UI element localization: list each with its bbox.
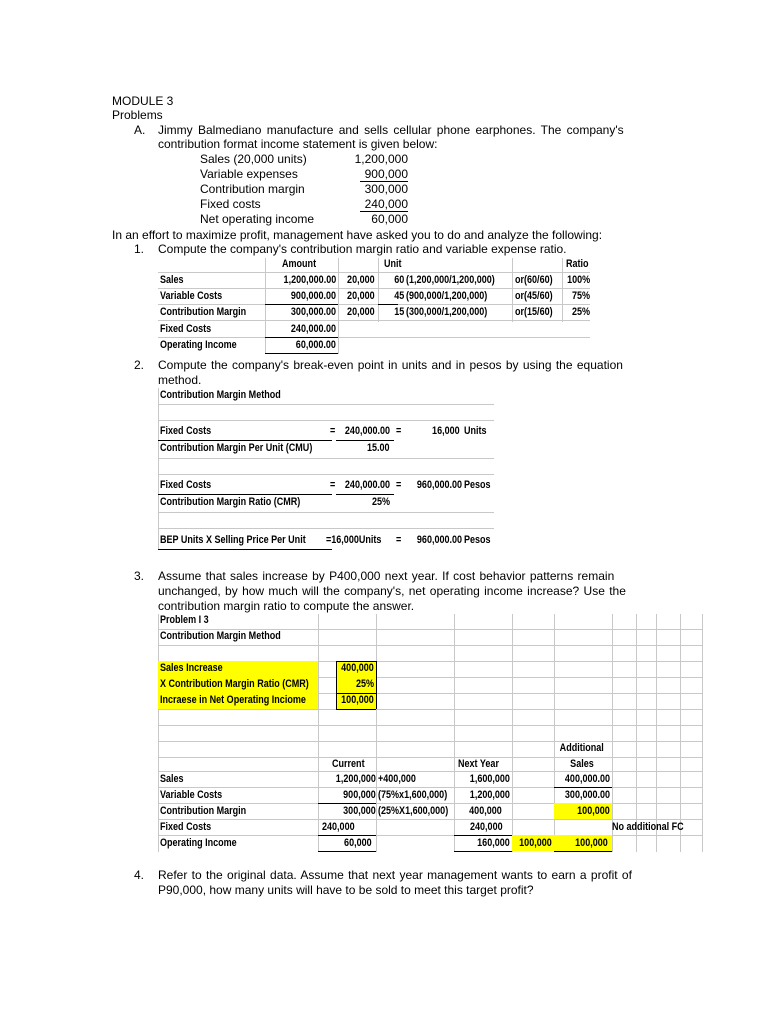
fixed-costs-value: 240,000.00 [344, 479, 390, 491]
module-title: MODULE 3 [112, 94, 174, 108]
pesos-label: Pesos [464, 534, 491, 546]
table-row-current: 240,000 [322, 821, 355, 833]
table-row-label: Fixed Costs [160, 821, 212, 833]
q4-text-line2: P90,000, how many units will have to be sold to meet this target profit? [158, 883, 534, 897]
table-row-next: 160,000 [477, 837, 510, 849]
row-or: or(15/60) [515, 306, 553, 318]
statement-value: 1,200,000 [354, 152, 408, 166]
row-or: or(60/60) [515, 274, 553, 286]
statement-value: 900,000 [360, 167, 408, 182]
bep-check-result: 960,000.00 [416, 534, 462, 546]
pesos-label: Pesos [464, 479, 491, 491]
table-row-note: +400,000 [378, 773, 416, 785]
row-amount: 60,000.00 [295, 339, 336, 351]
row-calc: (900,000/1,200,000) [406, 290, 488, 302]
row-amount: 300,000.00 [290, 306, 336, 318]
problem-text-line1: Jimmy Balmediano manufacture and sells cellular phone earphones. The company's [158, 123, 624, 137]
row-label: Fixed Costs [160, 323, 212, 335]
method-title: Contribution Margin Method [160, 630, 281, 642]
calc-label: X Contribution Margin Ratio (CMR) [160, 678, 309, 690]
row-amount: 900,000.00 [290, 290, 336, 302]
calc-label: Sales Increase [160, 662, 223, 674]
table-row-next: 1,200,000 [469, 789, 510, 801]
calc-value: 25% [355, 678, 374, 690]
row-ratio: 100% [566, 274, 590, 286]
row-label: Variable Costs [160, 290, 223, 302]
table-row-current: 300,000 [343, 805, 376, 817]
statement-value: 300,000 [364, 182, 408, 196]
table-row-additional: 300,000.00 [564, 789, 610, 801]
row-amount: 1,200,000.00 [283, 274, 336, 286]
q3-text-line2: unchanged, by how much will the company's, net operating income increase? Use the [158, 584, 626, 598]
problem-text-line2: contribution format income statement is given below: [158, 137, 438, 151]
calc-value: 400,000 [341, 662, 374, 674]
header-ratio: Ratio [566, 258, 589, 270]
bep-units-numerator: Fixed Costs [160, 425, 212, 437]
row-units: 20,000 [347, 306, 375, 318]
bep-pesos-numerator: Fixed Costs [160, 479, 212, 491]
equals-sign: = [396, 479, 402, 491]
table-row-additional: 100,000 [577, 805, 610, 817]
problem-letter: A. [134, 123, 146, 137]
equals-sign: = [330, 479, 336, 491]
table-row-note: (25%X1,600,000) [378, 805, 449, 817]
q4-text-line1: Refer to the original data. Assume that next year management wants to earn a profit of [158, 868, 632, 882]
bep-pesos-result: 960,000.00 [416, 479, 462, 491]
header-current: Current [332, 758, 365, 770]
section-title: Problems [112, 108, 163, 122]
header-additional: Additional [559, 742, 604, 754]
fixed-costs-value: 240,000.00 [344, 425, 390, 437]
table-row-current: 60,000 [344, 837, 372, 849]
cmr-value: 25% [371, 496, 390, 508]
units-label: Units [464, 425, 487, 437]
statement-value: 60,000 [371, 212, 408, 226]
row-calc: (1,200,000/1,200,000) [406, 274, 495, 286]
bep-units-result: 16,000 [432, 425, 460, 437]
table-row-label: Sales [160, 773, 184, 785]
header-unit: Unit [384, 258, 402, 270]
row-label: Sales [160, 274, 184, 286]
table-row-additional: 400,000.00 [564, 773, 610, 785]
q3-number: 3. [134, 569, 145, 583]
calc-value: 100,000 [341, 694, 374, 706]
equals-sign: = [396, 534, 402, 546]
statement-label: Variable expenses [200, 167, 298, 181]
statement-label: Sales (20,000 units) [200, 152, 307, 166]
statement-label: Net operating income [200, 212, 315, 226]
table-row-next: 400,000 [469, 805, 502, 817]
header-sales: Sales [570, 758, 594, 770]
row-unit: 15 [393, 306, 404, 318]
bep-pesos-denominator: Contribution Margin Ratio (CMR) [160, 496, 301, 508]
row-amount: 240,000.00 [290, 323, 336, 335]
table-row-current: 1,200,000 [335, 773, 376, 785]
row-unit: 45 [393, 290, 404, 302]
no-additional-fc-note: No additional FC [612, 821, 684, 833]
table-row-additional: 100,000 [575, 837, 608, 849]
table-row-extra: 100,000 [519, 837, 552, 849]
bep-check-value: =16,000Units [326, 534, 382, 546]
table-row-next: 240,000 [470, 821, 503, 833]
q2-number: 2. [134, 358, 145, 372]
row-units: 20,000 [347, 274, 375, 286]
table-row-current: 900,000 [343, 789, 376, 801]
method-title: Contribution Margin Method [160, 389, 281, 401]
row-label: Operating Income [160, 339, 237, 351]
q3-text-line1: Assume that sales increase by P400,000 next year. If cost behavior patterns remain [158, 569, 615, 583]
problem-label: Problem I 3 [160, 614, 209, 626]
q2-text-line2: method. [158, 373, 202, 387]
q1-text: Compute the company's contribution margin ratio and variable expense ratio. [158, 242, 567, 256]
table-row-note: (75%x1,600,000) [378, 789, 448, 801]
cmu-value: 15.00 [367, 442, 390, 454]
bep-check-label: BEP Units X Selling Price Per Unit [160, 534, 306, 546]
q3-text-line3: contribution margin ratio to compute the answer. [158, 599, 415, 613]
row-unit: 60 [393, 274, 404, 286]
calc-label: Incraese in Net Operating Inciome [160, 694, 306, 706]
statement-value: 240,000 [360, 197, 408, 212]
q1-number: 1. [134, 242, 145, 256]
table-row-label: Variable Costs [160, 789, 223, 801]
statement-label: Contribution margin [200, 182, 305, 196]
row-label: Contribution Margin [160, 306, 247, 318]
row-ratio: 25% [571, 306, 590, 318]
row-units: 20,000 [347, 290, 375, 302]
intro-text: In an effort to maximize profit, management have asked you to do and analyze the following: [112, 228, 603, 242]
row-or: or(45/60) [515, 290, 553, 302]
q4-number: 4. [134, 868, 145, 882]
row-calc: (300,000/1,200,000) [406, 306, 488, 318]
table-row-label: Operating Income [160, 837, 237, 849]
table-row-label: Contribution Margin [160, 805, 247, 817]
q2-text-line1: Compute the company's break-even point in units and in pesos by using the equation [158, 358, 623, 372]
statement-label: Fixed costs [200, 197, 261, 211]
table-row-next: 1,600,000 [469, 773, 510, 785]
bep-units-denominator: Contribution Margin Per Unit (CMU) [160, 442, 313, 454]
header-next-year: Next Year [458, 758, 499, 770]
equals-sign: = [396, 425, 402, 437]
row-ratio: 75% [571, 290, 590, 302]
equals-sign: = [330, 425, 336, 437]
header-amount: Amount [282, 258, 317, 270]
